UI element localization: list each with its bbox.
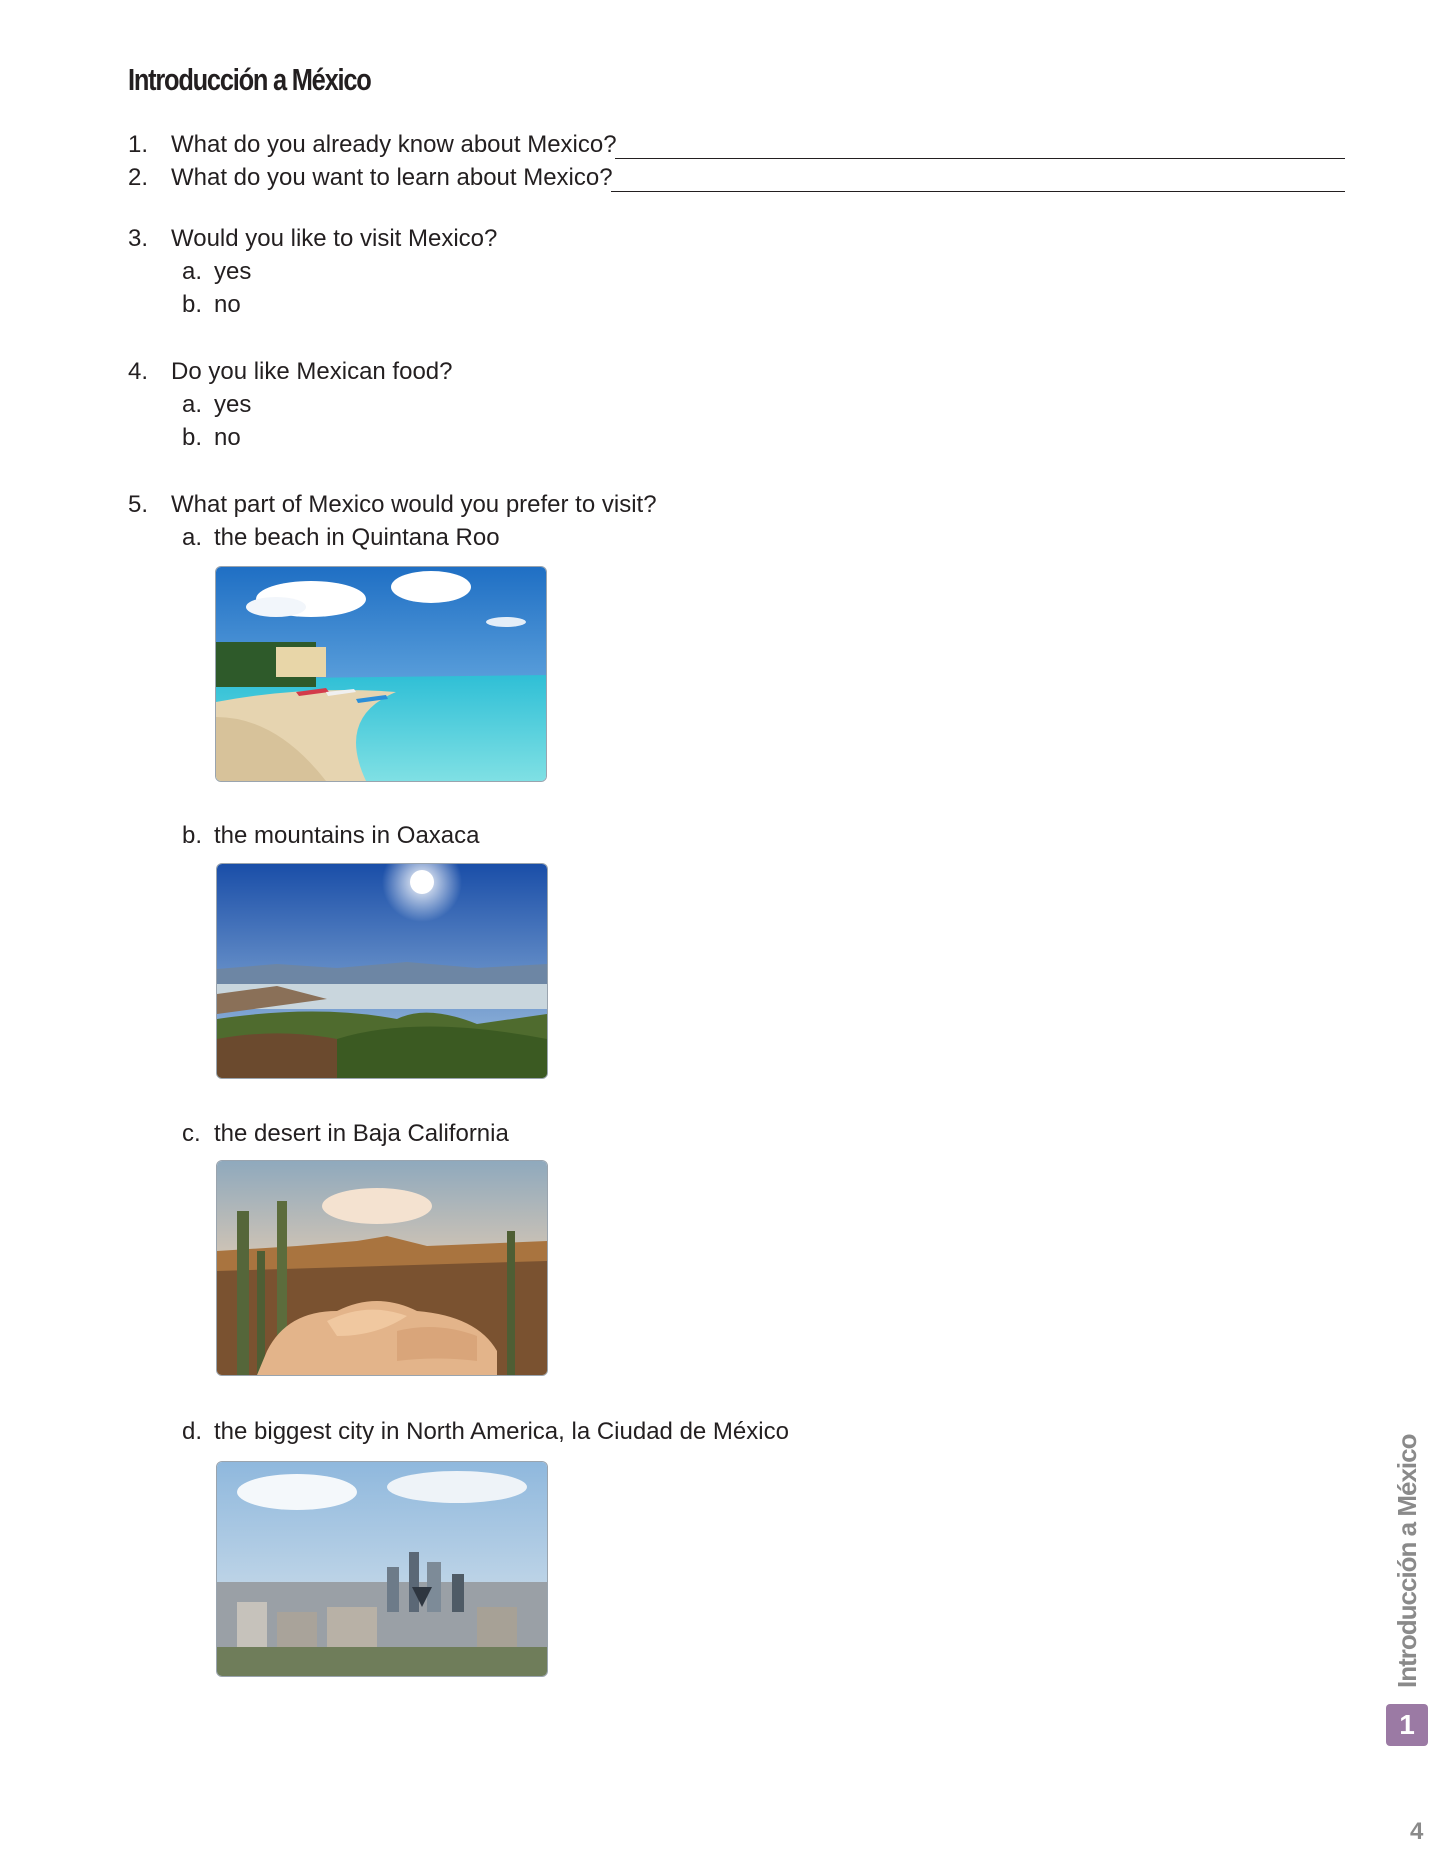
option-4a[interactable]	[182, 390, 251, 420]
question-number: 3.	[128, 225, 149, 252]
option-text: the mountains in Oaxaca	[214, 822, 480, 849]
option-letter: a.	[182, 391, 203, 418]
question-text: What do you already know about Mexico?	[171, 131, 617, 158]
option-5d[interactable]	[182, 1417, 789, 1447]
option-text: yes	[214, 391, 252, 418]
question-number: 5.	[128, 491, 149, 518]
question-text: Do you like Mexican food?	[171, 358, 453, 385]
question-number: 2.	[128, 164, 149, 191]
question-number: 1.	[128, 131, 149, 158]
option-text: the beach in Quintana Roo	[214, 524, 500, 551]
option-text: no	[214, 291, 241, 318]
desert-photo	[216, 1160, 548, 1376]
option-text: the biggest city in North America, la Ciudad de México	[214, 1418, 789, 1445]
page-title: Introducción a México	[128, 62, 371, 97]
option-5a[interactable]	[182, 523, 500, 553]
option-3a[interactable]	[182, 257, 251, 287]
city-photo	[216, 1461, 548, 1677]
option-text: yes	[214, 258, 252, 285]
question-1	[128, 130, 617, 160]
side-tab-label: Introducción a México	[1392, 1434, 1422, 1688]
question-5	[128, 490, 657, 520]
answer-line-2[interactable]	[611, 191, 1345, 192]
option-5b[interactable]	[182, 821, 480, 851]
option-letter: b.	[182, 424, 203, 451]
option-text: the desert in Baja California	[214, 1120, 509, 1147]
page-number: 4	[1410, 1818, 1424, 1845]
option-5c[interactable]	[182, 1119, 509, 1149]
question-text: What part of Mexico would you prefer to visit?	[171, 491, 657, 518]
question-text: Would you like to visit Mexico?	[171, 225, 498, 252]
chapter-badge: 1	[1386, 1704, 1428, 1746]
question-3	[128, 224, 497, 254]
question-text: What do you want to learn about Mexico?	[171, 164, 613, 191]
mountains-photo	[216, 863, 548, 1079]
beach-photo	[215, 566, 547, 782]
question-2	[128, 163, 613, 193]
answer-line-1[interactable]	[615, 158, 1345, 159]
option-4b[interactable]	[182, 423, 241, 453]
option-letter: b.	[182, 822, 203, 849]
option-3b[interactable]	[182, 290, 241, 320]
option-letter: a.	[182, 524, 203, 551]
option-letter: b.	[182, 291, 203, 318]
option-text: no	[214, 424, 241, 451]
option-letter: c.	[182, 1120, 201, 1147]
question-4	[128, 357, 452, 387]
option-letter: a.	[182, 258, 203, 285]
option-letter: d.	[182, 1418, 203, 1445]
question-number: 4.	[128, 358, 149, 385]
